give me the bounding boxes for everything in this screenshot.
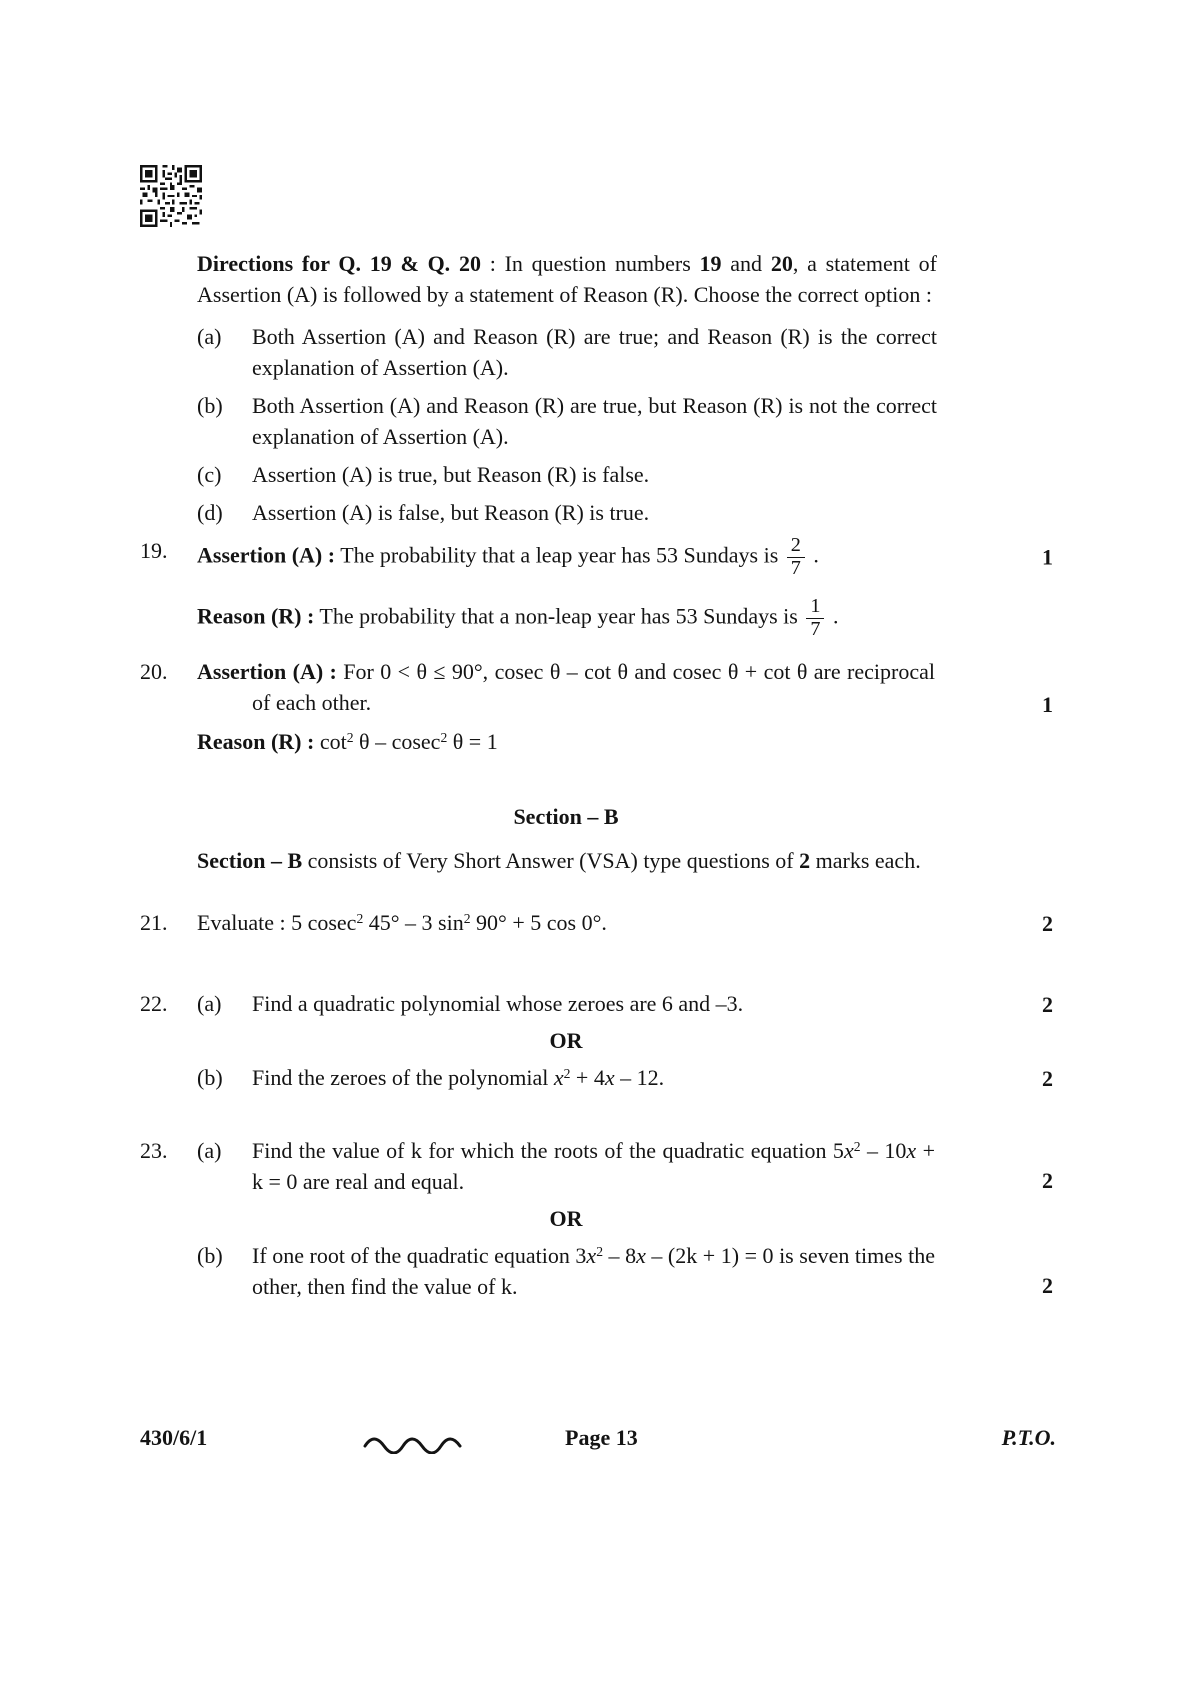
question-number: 20. — [140, 659, 168, 685]
option-text: Both Assertion (A) and Reason (R) are true; and Reason (R) is the correct explanation of Assertion (A). — [252, 324, 937, 380]
marks-value: 2 — [1042, 1273, 1053, 1299]
option-text: Both Assertion (A) and Reason (R) are true, but Reason (R) is not the correct explanation of Assertion (A). — [252, 393, 937, 449]
section-b-intro: Section – B consists of Very Short Answer (VSA) type questions of 2 marks each. — [197, 848, 921, 874]
option-label: (b) — [197, 393, 223, 418]
option-label: (a) — [197, 324, 222, 349]
question-19-reason — [140, 596, 1053, 641]
page-footer — [140, 1422, 1056, 1458]
option-row-b — [197, 390, 937, 452]
sub-question-a — [197, 988, 1053, 1019]
sub-question-label: (a) — [197, 991, 222, 1017]
page-number: Page 13 — [565, 1425, 638, 1450]
squiggle-divider-icon — [362, 1431, 466, 1462]
question-19-assertion — [140, 535, 1053, 580]
reason-text: Reason (R) : The probability that a non-leap year has 53 Sundays is $\frac{1}{7}$ . — [197, 594, 839, 640]
sub-question-a — [197, 1135, 1053, 1197]
question-number: 23. — [140, 1138, 168, 1164]
pto-label: P.T.O. — [1001, 1425, 1056, 1450]
question-text: Find the zeroes of the polynomial $x^2 + 4x - 12$. — [252, 1065, 665, 1091]
question-text: Evaluate : 5 cosec$^2$ 45° – 3 $\sin^2 90^\circ + 5$ cos 0°. — [197, 910, 607, 936]
option-text: Assertion (A) is false, but Reason (R) is true. — [252, 500, 650, 525]
marks-value: 2 — [1042, 911, 1053, 937]
reason-text: Reason (R) : $\cot^2 \theta - cosec^2$ θ = 1 — [197, 729, 498, 755]
squiggle-graphic — [362, 1436, 466, 1454]
sub-question-b — [197, 1240, 1053, 1302]
question-20 — [140, 656, 1053, 757]
option-label: (c) — [197, 462, 222, 487]
section-b-heading: Section – B — [513, 804, 619, 830]
question-23 — [140, 1135, 1053, 1302]
marks-value: 2 — [1042, 1168, 1053, 1194]
question-text: If one root of the quadratic equation $3x^2 - 8x - (2k + 1) = 0$ is seven times the other, then find the value of k. — [252, 1243, 935, 1300]
marks-value: 1 — [1042, 692, 1053, 718]
sub-question-label: (b) — [197, 1243, 223, 1269]
question-21 — [140, 907, 1053, 938]
or-separator: OR — [549, 1206, 583, 1232]
question-number: 21. — [140, 910, 168, 936]
marks-value: 2 — [1042, 1066, 1053, 1092]
sub-question-label: (b) — [197, 1065, 223, 1091]
marks-value: 1 — [1042, 544, 1053, 570]
question-number: 22. — [140, 991, 168, 1017]
sub-question-b — [197, 1062, 1053, 1093]
option-row-a — [197, 321, 937, 383]
paper-code: 430/6/1 — [140, 1425, 208, 1450]
option-label: (d) — [197, 500, 223, 525]
directions-paragraph: Directions for Q. 19 & Q. 20 : In question numbers 19 and 20, a statement of Assertion (A) is followed by a statement of Reason (R). Choose the correct option : — [197, 251, 937, 307]
page-content — [140, 248, 1053, 1302]
marks-value: 2 — [1042, 992, 1053, 1018]
question-22 — [140, 988, 1053, 1093]
qr-code-graphic — [140, 165, 202, 227]
qr-code-icon — [140, 165, 202, 227]
assertion-text: Assertion (A) : For 0 < θ ≤ 90°, cosec θ – cot θ and cosec θ + cot θ are reciprocal of each other. — [197, 659, 935, 716]
option-row-c — [197, 459, 937, 490]
directions-options — [197, 321, 937, 528]
question-text: Find the value of k for which the roots of the quadratic equation $5x^2 - 10x + k = 0$ are real and equal. — [252, 1138, 935, 1195]
question-text: Find a quadratic polynomial whose zeroes are 6 and –3. — [252, 991, 744, 1017]
question-number: 19. — [140, 538, 168, 563]
assertion-text: Assertion (A) : The probability that a leap year has 53 Sundays is $\frac{2}{7}$ . — [197, 534, 819, 579]
option-text: Assertion (A) is true, but Reason (R) is false. — [252, 462, 650, 487]
sub-question-label: (a) — [197, 1138, 222, 1164]
option-row-d — [197, 497, 937, 528]
or-separator: OR — [549, 1028, 583, 1054]
